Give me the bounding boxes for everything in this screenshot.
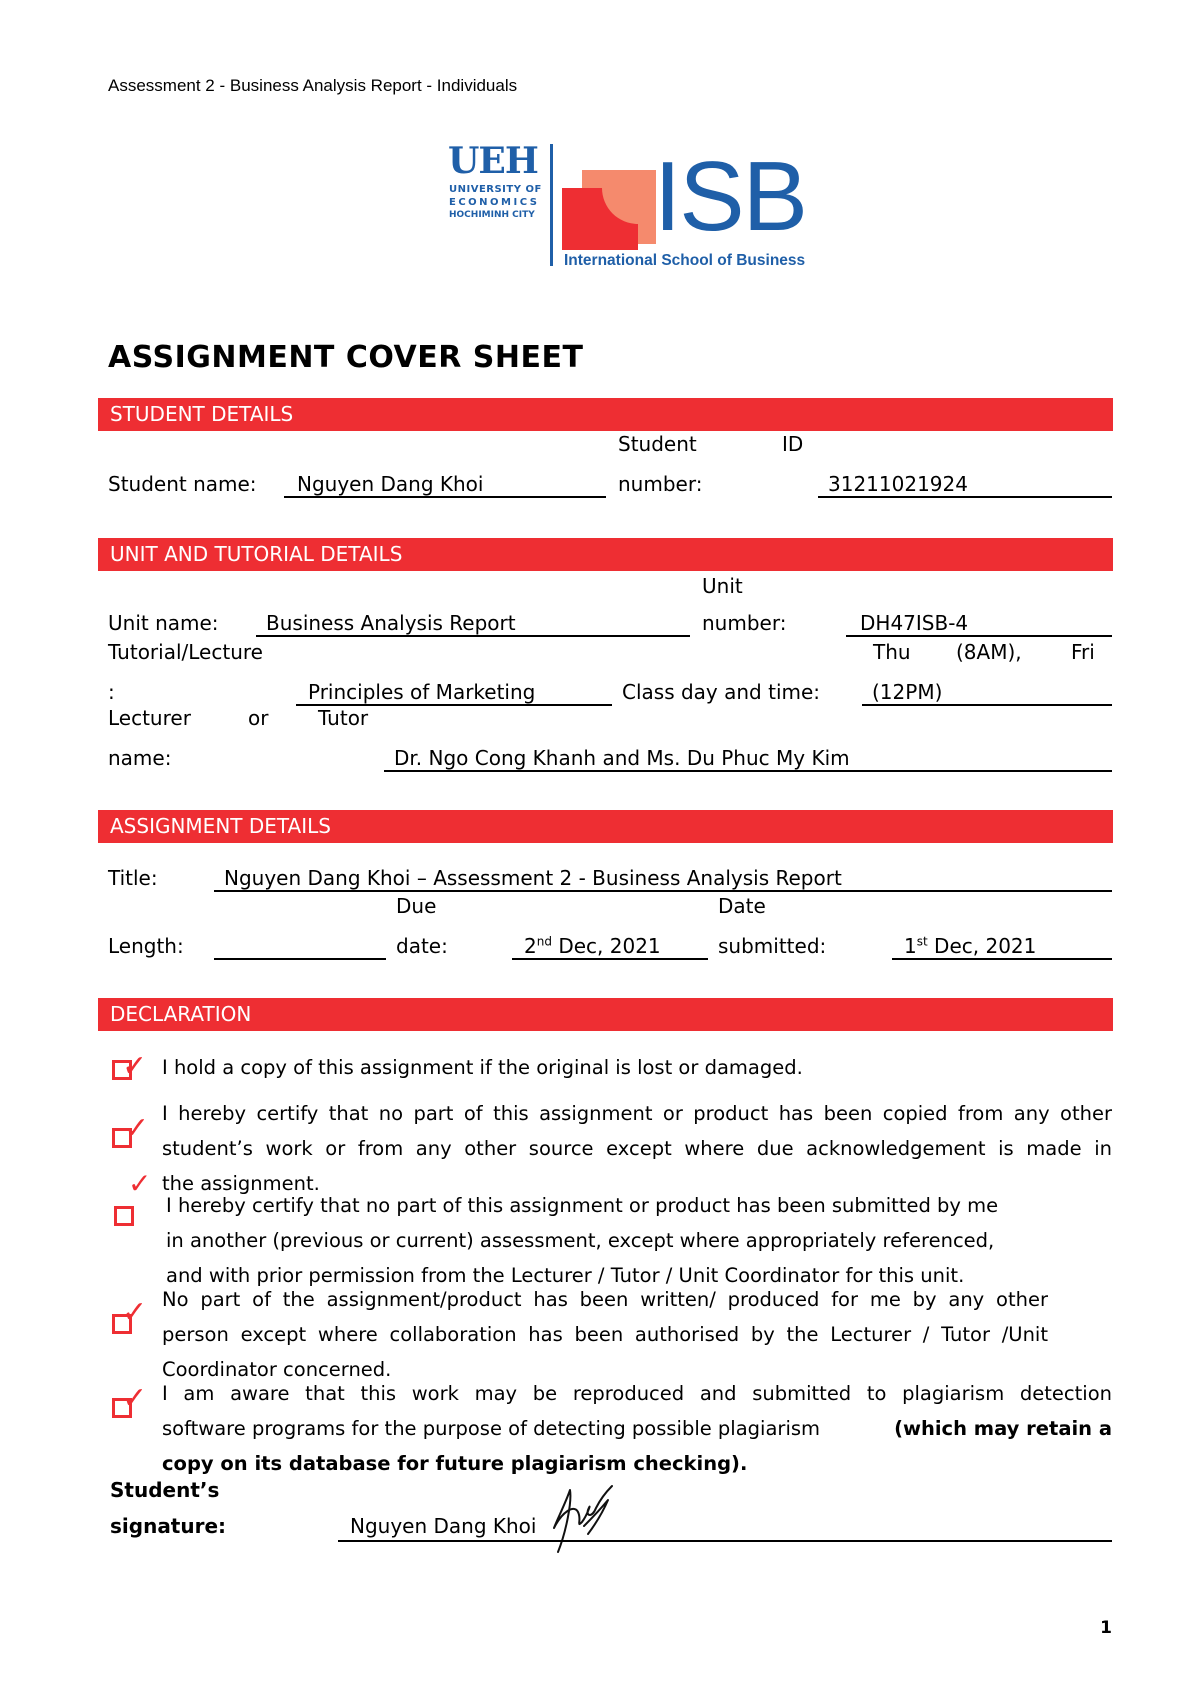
due-date-line (512, 958, 708, 960)
signature-name: Nguyen Dang Khoi (350, 1514, 537, 1538)
unit-name-value: Business Analysis Report (266, 611, 516, 635)
class-day-value-2: (12PM) (872, 680, 943, 704)
tutorial-label-1: Tutorial/Lecture (108, 640, 263, 664)
checkmark-icon: ✓ (128, 1167, 152, 1200)
page-title: ASSIGNMENT COVER SHEET (108, 340, 584, 375)
checkmark-icon: ✓ (124, 1111, 150, 1146)
student-id-line (818, 496, 1112, 498)
title-label: Title: (108, 866, 158, 890)
isb-full-name: International School of Business (564, 252, 806, 269)
ueh-logo-text: UEH (448, 140, 538, 182)
declaration-item-5-line-1: I am aware that this work may be reproduced and submitted to plagiarism detection (162, 1382, 1112, 1405)
section-assignment-details: ASSIGNMENT DETAILS (98, 810, 1113, 843)
title-line (214, 890, 1112, 892)
class-day-value-fri: Fri (1071, 640, 1095, 664)
declaration-item-3-line-2: in another (previous or current) assessment, except where appropriately referenced, (166, 1229, 995, 1252)
date-submitted-value: 1st Dec, 2021 (904, 934, 1037, 958)
handwritten-signature (548, 1482, 620, 1558)
declaration-item-5-line-2a: software programs for the purpose of detecting possible plagiarism (162, 1417, 821, 1440)
running-header: Assessment 2 - Business Analysis Report - Individuals (108, 76, 518, 95)
checkmark-icon: ✓ (122, 1295, 148, 1330)
ueh-subtitle-3: HOCHIMINH CITY (449, 210, 535, 220)
student-name-line (284, 496, 606, 498)
length-label: Length: (108, 934, 184, 958)
class-day-line (862, 704, 1112, 706)
tutorial-label-2: : (108, 680, 115, 704)
length-line (214, 958, 386, 960)
declaration-item-2-line-1: I hereby certify that no part of this assignment or product has been copied from any other (162, 1102, 1112, 1125)
due-date-label-2: date: (396, 934, 448, 958)
unit-number-label-2: number: (702, 611, 787, 635)
declaration-item-2-line-2: student’s work or from any other source except where due acknowledgement is made in (162, 1137, 1112, 1160)
date-submitted-line (892, 958, 1112, 960)
student-id-value: 31211021924 (828, 472, 968, 496)
class-day-value-8am: (8AM), (956, 640, 1022, 664)
declaration-item-5-line-2 (162, 1411, 1112, 1446)
section-declaration: DECLARATION (98, 998, 1113, 1031)
lecturer-line (384, 770, 1112, 772)
unit-number-label-1: Unit (702, 574, 743, 598)
class-day-label: Class day and time: (622, 680, 821, 704)
logo-divider (550, 144, 553, 266)
due-date-label-1: Due (396, 894, 437, 918)
declaration-item-1: I hold a copy of this assignment if the original is lost or damaged. (162, 1056, 803, 1079)
institution-logo (448, 140, 818, 275)
student-name-value: Nguyen Dang Khoi (297, 472, 484, 496)
unit-number-value: DH47ISB-4 (860, 611, 969, 635)
lecturer-value: Dr. Ngo Cong Khanh and Ms. Du Phuc My Kim (394, 746, 850, 770)
lecturer-label-2: name: (108, 746, 172, 770)
isb-mark-icon (562, 170, 656, 250)
declaration-item-5-line-3: copy on its database for future plagiarism checking). (162, 1452, 748, 1475)
declaration-item-2-line-3: the assignment. (162, 1172, 320, 1195)
tutorial-value: Principles of Marketing (308, 680, 536, 704)
unit-name-line (256, 635, 690, 637)
due-date-value: 2nd Dec, 2021 (524, 934, 661, 958)
lecturer-label-1a: Lecturer (108, 706, 191, 730)
declaration-item-4-line-1: No part of the assignment/product has been written/ produced for me by any other (162, 1288, 1048, 1311)
declaration-item-3-line-3: and with prior permission from the Lecturer / Tutor / Unit Coordinator for this unit. (166, 1264, 965, 1287)
unit-number-line (846, 635, 1112, 637)
signature-label-2: signature: (110, 1514, 227, 1538)
date-submitted-label-2: submitted: (718, 934, 827, 958)
class-day-value-thu: Thu (873, 640, 911, 664)
signature-line (338, 1540, 1112, 1542)
student-name-label: Student name: (108, 472, 257, 496)
date-submitted-label-1: Date (718, 894, 766, 918)
declaration-item-3-line-1: I hereby certify that no part of this assignment or product has been submitted by me (166, 1194, 999, 1217)
declaration-item-5-line-2b: (which may retain a (894, 1417, 1112, 1440)
signature-label-1: Student’s (110, 1478, 220, 1502)
ueh-subtitle-1: UNIVERSITY OF (449, 184, 542, 195)
isb-logo-text: ISB (654, 141, 806, 251)
section-unit-details: UNIT AND TUTORIAL DETAILS (98, 538, 1113, 571)
ueh-subtitle-2: ECONOMICS (449, 197, 540, 208)
student-id-label-3: number: (618, 472, 703, 496)
student-id-label-1: Student (618, 432, 697, 456)
student-id-label-2: ID (782, 432, 804, 456)
declaration-item-4-line-2: person except where collaboration has been authorised by the Lecturer / Tutor /Unit (162, 1323, 1048, 1346)
declaration-item-4-line-3: Coordinator concerned. (162, 1358, 392, 1381)
checkmark-icon: ✓ (122, 1381, 148, 1416)
lecturer-label-1b: or (248, 706, 269, 730)
checkmark-icon: ✓ (122, 1049, 148, 1084)
title-value: Nguyen Dang Khoi – Assessment 2 - Business Analysis Report (224, 866, 842, 890)
lecturer-label-1c: Tutor (318, 706, 369, 730)
unit-name-label: Unit name: (108, 611, 219, 635)
section-student-details: STUDENT DETAILS (98, 398, 1113, 431)
page-number: 1 (1100, 1618, 1112, 1638)
declaration-checkbox-3[interactable] (114, 1206, 134, 1226)
